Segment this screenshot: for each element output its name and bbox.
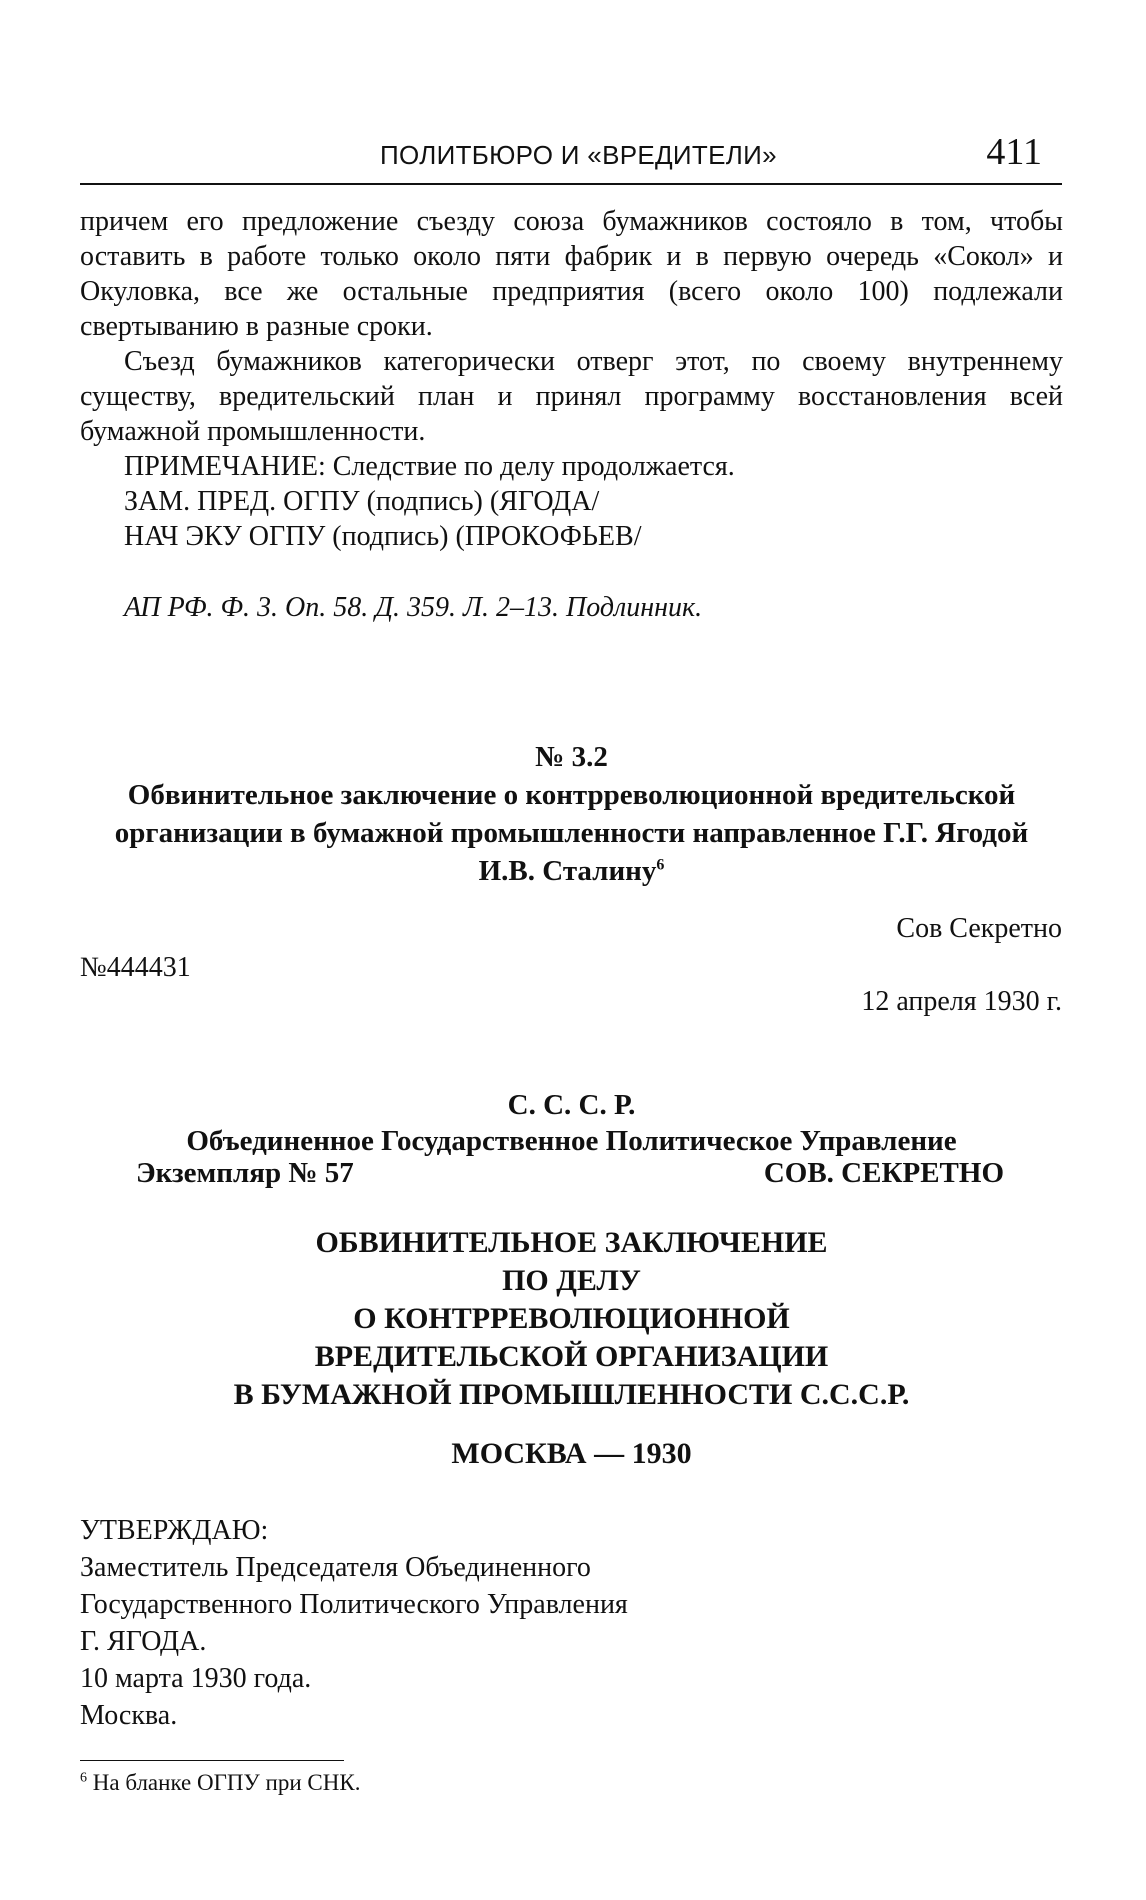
document-title-line-3: И.В. Сталину: [478, 855, 657, 887]
registration-number: №444431: [80, 952, 191, 983]
approval-line-2: Заместитель Председателя Объединенного: [80, 1552, 591, 1583]
approval-line-6: Москва.: [80, 1700, 178, 1731]
approval-line-1: УТВЕРЖДАЮ:: [80, 1515, 269, 1546]
classification-label: Сов Секретно: [896, 913, 1062, 944]
approval-line-4: Г. ЯГОДА.: [80, 1626, 207, 1657]
continued-text: [80, 204, 1063, 554]
document-heading: [80, 738, 1063, 890]
footnote-marker: 6: [80, 1770, 87, 1786]
letterhead-classification: СОВ. СЕКРЕТНО: [763, 1157, 1004, 1189]
approval-block: [80, 1512, 628, 1734]
archive-reference: АП РФ. Ф. 3. Оп. 58. Д. 359. Л. 2–13. Подлинник.: [124, 592, 703, 623]
footnote-reference: 6: [656, 856, 665, 874]
running-header: [80, 131, 1060, 184]
place-year: МОСКВА — 1930: [451, 1437, 692, 1470]
document-title-line-1: Обвинительное заключение о контрреволюционной вредительской: [127, 779, 1016, 811]
document-date: 12 апреля 1930 г.: [861, 986, 1062, 1017]
letterhead-country: С. С. С. Р.: [507, 1089, 636, 1121]
running-title: ПОЛИТБЮРО И «ВРЕДИТЕЛИ»: [380, 140, 777, 170]
letterhead-agency: Объединенное Государственное Политическое Управление: [186, 1125, 957, 1157]
heading-line-2: ПО ДЕЛУ: [502, 1264, 641, 1297]
page-number: 411: [986, 131, 1042, 173]
document-title-line-2: организации в бумажной промышленности направленное Г.Г. Ягодой: [114, 817, 1029, 849]
paragraph-continued: причем его предложение съезду союза бумажников состояло в том, чтобы оставить в работе только около пяти фабрик и в первую очередь «Сокол» и Окуловка, все же остальные предприятия (всего около 100) подлежали свертыванию в разные сроки.: [80, 206, 1063, 342]
footnote: [80, 1770, 360, 1796]
footnote-text: На бланке ОГПУ при СНК.: [92, 1770, 361, 1795]
document-title-line-3-wrap: [80, 852, 1063, 890]
approval-line-5: 10 марта 1930 года.: [80, 1663, 312, 1694]
heading-line-3: О КОНТРРЕВОЛЮЦИОННОЙ: [353, 1302, 790, 1335]
signature-eku: НАЧ ЭКУ ОГПУ (подпись) (ПРОКОФЬЕВ/: [124, 521, 642, 552]
approval-line-3: Государственного Политического Управления: [80, 1589, 628, 1620]
copy-row: [136, 1157, 1004, 1190]
document-number: № 3.2: [535, 741, 608, 773]
footnote-rule: [80, 1760, 344, 1761]
heading-line-4: ВРЕДИТЕЛЬСКОЙ ОРГАНИЗАЦИИ: [314, 1340, 829, 1373]
note-line: ПРИМЕЧАНИЕ: Следствие по делу продолжается.: [124, 451, 735, 482]
indictment-heading: [80, 1224, 1063, 1414]
header-rule: [80, 183, 1062, 185]
paragraph-congress: Съезд бумажников категорически отверг этот, по своему внутреннему существу, вредительский план и принял программу восстановления всей бумажной промышленности.: [80, 346, 1063, 447]
copy-number: Экземпляр № 57: [136, 1157, 354, 1189]
heading-line-1: ОБВИНИТЕЛЬНОЕ ЗАКЛЮЧЕНИЕ: [315, 1226, 828, 1259]
heading-line-5: В БУМАЖНОЙ ПРОМЫШЛЕННОСТИ С.С.С.Р.: [233, 1378, 910, 1411]
signature-deputy: ЗАМ. ПРЕД. ОГПУ (подпись) (ЯГОДА/: [124, 486, 600, 517]
